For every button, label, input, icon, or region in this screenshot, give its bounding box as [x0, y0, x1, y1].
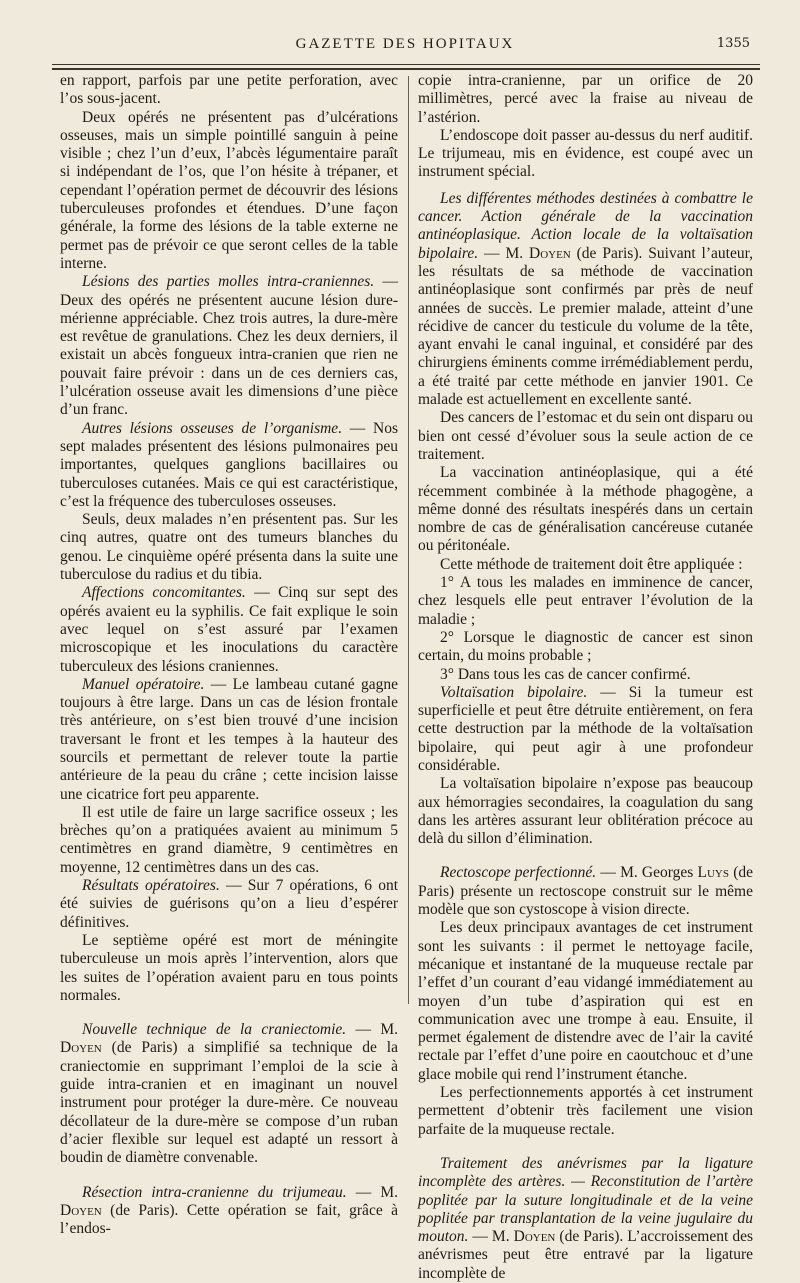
author-name: Doyen [60, 1039, 102, 1057]
paragraph: Des cancers de l’estomac et du sein ont disparu ou bien ont cessé d’évoluer sous la seule action de ce traitement. [418, 409, 753, 463]
paragraph: La vaccination antinéoplasique, qui a été récemment combinée à la méthode phagogène, a même donné des résultats inespérés dans un certain nombre de cas de généralisation cancéreuse cutanée ou péritonéale. [418, 464, 753, 555]
paragraph: Le septième opéré est mort de méningite tuberculeuse un mois après l’intervention, alors que les suites de l’opération avaient paru en tous points normales. [60, 931, 398, 1004]
header-rule-thick [52, 68, 760, 70]
running-head [50, 36, 760, 56]
paragraph: Les différentes méthodes destinées à combattre le cancer. Action générale de la vaccination antinéoplasique. Action locale de la voltaïsation bipolaire. — M. Doyen (de Paris). Suivant l’auteur, les résultats de sa méthode de vaccination antinéoplasique sont confirmés par près de neuf années de succès. Le premier malade, atteint d’une récidive de cancer du testicule du volume de la tête, ayant envahi le canal inguinal, et considéré par des chirurgiens éminents comme irrémédiablement perdu, a été traité par cette méthode en janvier 1901. Ce malade est actuellement en excellente santé. [418, 189, 754, 409]
paragraph: Les perfectionnements apportés à cet instrument permettent d’obtenir très facilement une vision parfaite de la muqueuse rectale. [418, 1084, 753, 1138]
section-title: Voltaïsation bipolaire. [440, 683, 588, 701]
paragraph: Autres lésions osseuses de l’organisme. — Nos sept malades présentent des lésions pulmonaires peu importantes, quelques ganglions bacillaires ou tuberculoses cutanées. Mais ce qui est caractéristique, c’est la fréquence des tuberculoses osseuses. [60, 419, 398, 510]
paragraph: Deux opérés ne présentent pas d’ulcérations osseuses, mais un simple pointillé sanguin à peine visible ; chez l’un d’eux, l’abcès légumentaire paraît si indépendant de l’os, que l’on hésite à trépaner, et cependant l’opération permet de découvrir des lésions tuberculeuses profondes et étendues. D’une façon générale, la forme des lésions de la table externe ne permet pas de prévoir ce que seront celles de la table interne. [60, 108, 398, 272]
section-title: Les différentes méthodes destinées à combattre le cancer. Action générale de la vaccination antinéoplasique. Action locale de la voltaïsation bipolaire. [418, 189, 753, 262]
section-title: Nouvelle technique de la craniectomie. [82, 1021, 347, 1039]
section-title: Affections concomitantes. [82, 584, 246, 602]
paragraph: La voltaïsation bipolaire n’expose pas beaucoup aux hémorragies secondaires, la coagulation du sang dans les artères assurant leur oblitération précoce au delà du sillon d’élimination. [418, 775, 753, 848]
section-title: Lésions des parties molles intra-craniennes. [82, 273, 375, 291]
author-name: Doyen [513, 1228, 556, 1246]
paragraph: 3° Dans tous les cas de cancer confirmé. [440, 665, 691, 683]
header-rule [52, 64, 760, 65]
section-title: Traitement des anévrismes par la ligature incomplète des artères. — Reconstitution de l’artère poplitée par la suture longitudinale et de la veine poplitée par transplantation de la veine jugulaire du mouton. [418, 1154, 753, 1246]
section-title: Rectoscope perfectionné. [440, 864, 597, 882]
section-title: Autres lésions osseuses de l’organisme. [82, 419, 343, 437]
paragraph: Voltaïsation bipolaire. — Si la tumeur est superficielle et peut être détruite entièrement, on fera cette destruction par la méthode de la voltaïsation bipolaire, qui peut agir à une profondeur considérable. [418, 683, 753, 774]
left-column [60, 72, 398, 1238]
paragraph: 1° A tous les malades en imminence de cancer, chez lesquels elle peut entraver l’évolution de la maladie ; [418, 574, 753, 628]
author-name: Doyen [60, 1201, 102, 1219]
paragraph: Manuel opératoire. — Le lambeau cutané gagne toujours à être large. Dans un cas de lésion frontale très antérieure, on s’est bien trouvé d’une incision traversant le front et les tempes à la hauteur des sourcils et permettant de relever toute la partie antérieure de la peau du crâne ; cette incision laisse une cicatrice fort peu apparente. [60, 675, 398, 803]
paragraph: 2° Lorsque le diagnostic de cancer est sinon certain, du moins probable ; [418, 628, 753, 665]
page-number: 1355 [716, 36, 750, 51]
section-title: Manuel opératoire. [82, 675, 205, 693]
running-title: GAZETTE DES HOPITAUX [295, 36, 515, 52]
paragraph: Résection intra-cranienne du trijumeau. — M. Doyen (de Paris). Cette opération se fait, grâce à l’endos- [60, 1183, 398, 1238]
paragraph: Nouvelle technique de la craniectomie. — M. Doyen (de Paris) a simplifié sa technique de la craniectomie en supprimant l’emploi de la scie à guide intra-cranien et en imaginant un nouvel instrument pour protéger la dure-mère. Ce nouveau décollateur de la dure-mère se compose d’un ruban d’acier flexible sur lequel est adapté un ressort à boudin de diamètre convenable. [60, 1021, 398, 1167]
paragraph: Il est utile de faire un large sacrifice osseux ; les brèches qu’on a pratiquées avaient au minimum 5 centimètres en grand diamètre, 9 centimètres en moyenne, 12 centimètres dans un des cas. [60, 803, 398, 876]
paragraph: Affections concomitantes. — Cinq sur sept des opérés avaient eu la syphilis. Ce fait explique le soin avec lequel on s’est assuré par l’examen microscopique et les inoculations du caractère tuberculeux des lésions craniennes. [60, 584, 398, 675]
paragraph: Traitement des anévrismes par la ligature incomplète des artères. — Reconstitution de l’artère poplitée par la suture longitudinale et de la veine poplitée par transplantation de la veine jugulaire du mouton. — M. Doyen (de Paris). L’accroissement des anévrismes peut être entravé par la ligature incomplète de [418, 1154, 753, 1282]
paragraph: Rectoscope perfectionné. — M. Georges Luys (de Paris) présente un rectoscope construit sur le même modèle que son cystoscope à vision directe. [418, 864, 754, 919]
author-name: Doyen [529, 244, 571, 262]
paragraph: en rapport, parfois par une petite perforation, avec l’os sous-jacent. [60, 72, 398, 108]
paragraph: Résultats opératoires. — Sur 7 opérations, 6 ont été suivies de guérisons qu’on a lieu d’espérer définitives. [60, 877, 399, 931]
paragraph: Les deux principaux avantages de cet instrument sont les suivants : il permet le nettoyage facile, mécanique et instantané de la muqueuse rectale par l’effet d’un courant d’eau vidangé immédiatement au moyen d’un tube d’aspiration qui est en communication avec une trompe à eau. Ensuite, il permet également de distendre avec de l’air la cavité rectale par l’effet d’une poire en caoutchouc et d’une glace mobile qui rend l’instrument étanche. [418, 919, 753, 1083]
paragraph: Lésions des parties molles intra-craniennes. — Deux des opérés ne présentent aucune lésion dure-mérienne appréciable. Chez trois autres, la dure-mère est revêtue de granulations. Chez les deux derniers, il existait un abcès fongueux intra-cranien que rien ne pouvait faire prévoir : dans un de ces derniers cas, l’ulcération osseuse avait les dimensions d’une pièce d’un franc. [60, 273, 399, 419]
paragraph: copie intra-cranienne, par un orifice de 20 millimètres, percé avec la fraise au niveau de l’astérion. [418, 72, 753, 126]
paragraph: L’endoscope doit passer au-dessus du nerf auditif. Le trijumeau, mis en évidence, est coupé avec un instrument spécial. [418, 126, 753, 181]
paragraph: Seuls, deux malades n’en présentent pas. Sur les cinq autres, quatre ont des tumeurs blanches du genou. Le cinquième opéré présenta dans la suite une tuberculose du radius et du tibia. [60, 511, 398, 584]
column-divider [408, 76, 409, 1004]
right-column [418, 72, 753, 1283]
paragraph: Cette méthode de traitement doit être appliquée : [440, 555, 743, 573]
section-title: Résection intra-cranienne du trijumeau. [82, 1183, 347, 1201]
author-name: Luys [697, 864, 729, 882]
section-title: Résultats opératoires. [82, 877, 220, 895]
